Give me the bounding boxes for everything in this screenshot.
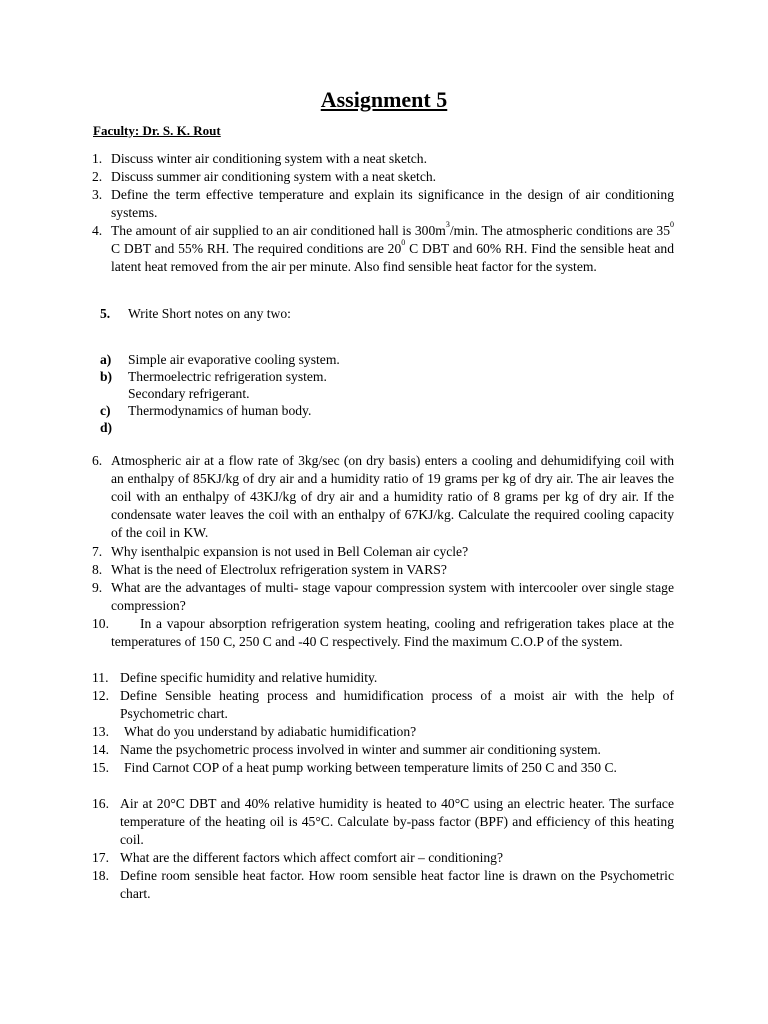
short-note-label: c) (100, 403, 111, 418)
faculty-name: Faculty: Dr. S. K. Rout (93, 123, 221, 138)
question-text: Define room sensible heat factor. How room sensible heat factor line is drawn on the Psychometric chart. (120, 868, 674, 901)
question-number: 6. (92, 453, 103, 468)
question-number: 5. (100, 306, 111, 321)
short-note-label: b) (100, 369, 113, 384)
short-note-text: Thermodynamics of human body. (128, 403, 312, 418)
question-text: In a vapour absorption refrigeration system heating, cooling and refrigeration takes place at the temperatures of 150 C, 250 C and -40 C respectively. Find the maximum C.O.P of the system. (111, 616, 674, 649)
question-18 (92, 867, 674, 903)
question-10 (92, 615, 674, 651)
question-number: 1. (92, 151, 103, 166)
question-13 (92, 723, 674, 741)
question-6 (92, 452, 674, 542)
question-text: What is the need of Electrolux refrigeration system in VARS? (111, 562, 447, 577)
assignment-title: Assignment 5 (320, 87, 448, 112)
question-text: Name the psychometric process involved in winter and summer air conditioning system. (120, 742, 601, 757)
question-15 (92, 759, 674, 777)
question-3 (92, 186, 674, 222)
question-2 (92, 168, 674, 186)
question-1 (92, 150, 674, 168)
question-9 (92, 579, 674, 615)
question-7 (92, 543, 674, 561)
question-text: Write Short notes on any two: (128, 306, 291, 321)
question-11 (92, 669, 674, 687)
question-text: Atmospheric air at a flow rate of 3kg/sec (on dry basis) enters a cooling and dehumidifying coil with an enthalpy of 85KJ/kg of dry air and a humidity ratio of 19 grams per kg of dry air. The air leaves the coil with an enthalpy of 43KJ/kg of dry air and a humidity ratio of 8 grams per kg of dry air. If the condensate water leaves the coil with an enthalpy of 67KJ/kg. Calculate the required cooling capacity of the coil in KW. (111, 453, 674, 540)
question-number: 16. (92, 796, 109, 811)
question-text: Find Carnot COP of a heat pump working between temperature limits of 250 C and 350 C. (124, 760, 617, 775)
question-16 (92, 795, 674, 849)
question-number: 15. (92, 760, 109, 775)
question-number: 7. (92, 544, 103, 559)
question-12 (92, 687, 674, 723)
question-number: 10. (92, 616, 109, 631)
question-number: 18. (92, 868, 109, 883)
question-number: 8. (92, 562, 103, 577)
short-note-text: Simple air evaporative cooling system. (128, 352, 340, 367)
short-note-text: Secondary refrigerant. (128, 386, 250, 401)
short-note-label: d) (100, 420, 113, 435)
question-text: Air at 20°C DBT and 40% relative humidity is heated to 40°C using an electric heater. The surface temperature of the heating oil is 45°C. Calculate by-pass factor (BPF) and efficiency of this heating coil. (120, 796, 674, 847)
question-number: 9. (92, 580, 103, 595)
question-text: Discuss winter air conditioning system with a neat sketch. (111, 151, 427, 166)
question-5 (100, 305, 600, 323)
question-number: 3. (92, 187, 103, 202)
question-text: The amount of air supplied to an air conditioned hall is $300m^3/\min$. The atmospheric conditions are $35^0$ C DBT and 55% RH. The required conditions are $20^0$ C DBT and 60% RH. Find the sensible heat and latent heat removed from the air per minute. Also find sensible heat factor for the system. (111, 220, 675, 274)
question-text: What are the different factors which affect comfort air – conditioning? (120, 850, 503, 865)
question-number: 17. (92, 850, 109, 865)
question-14 (92, 741, 674, 759)
question-number: 11. (92, 670, 109, 685)
question-text: Define specific humidity and relative humidity. (120, 670, 378, 685)
question-text: What are the advantages of multi- stage vapour compression system with intercooler over single stage compression? (111, 580, 674, 613)
short-note-text: Thermoelectric refrigeration system. (128, 369, 327, 384)
question-text: Define Sensible heating process and humidification process of a moist air with the help of Psychometric chart. (120, 688, 674, 721)
question-text: Why isenthalpic expansion is not used in Bell Coleman air cycle? (111, 544, 469, 559)
short-note-list (100, 351, 400, 453)
question-text: Define the term effective temperature and explain its significance in the design of air conditioning systems. (111, 187, 674, 220)
question-number: 4. (92, 223, 103, 238)
question-text: What do you understand by adiabatic humidification? (124, 724, 417, 739)
short-note-label: a) (100, 352, 112, 367)
question-8 (92, 561, 674, 579)
question-number: 13. (92, 724, 109, 739)
question-number: 2. (92, 169, 103, 184)
question-17 (92, 849, 674, 867)
question-4 (92, 222, 674, 276)
question-number: 14. (92, 742, 109, 757)
question-number: 12. (92, 688, 109, 703)
question-text: Discuss summer air conditioning system with a neat sketch. (111, 169, 437, 184)
